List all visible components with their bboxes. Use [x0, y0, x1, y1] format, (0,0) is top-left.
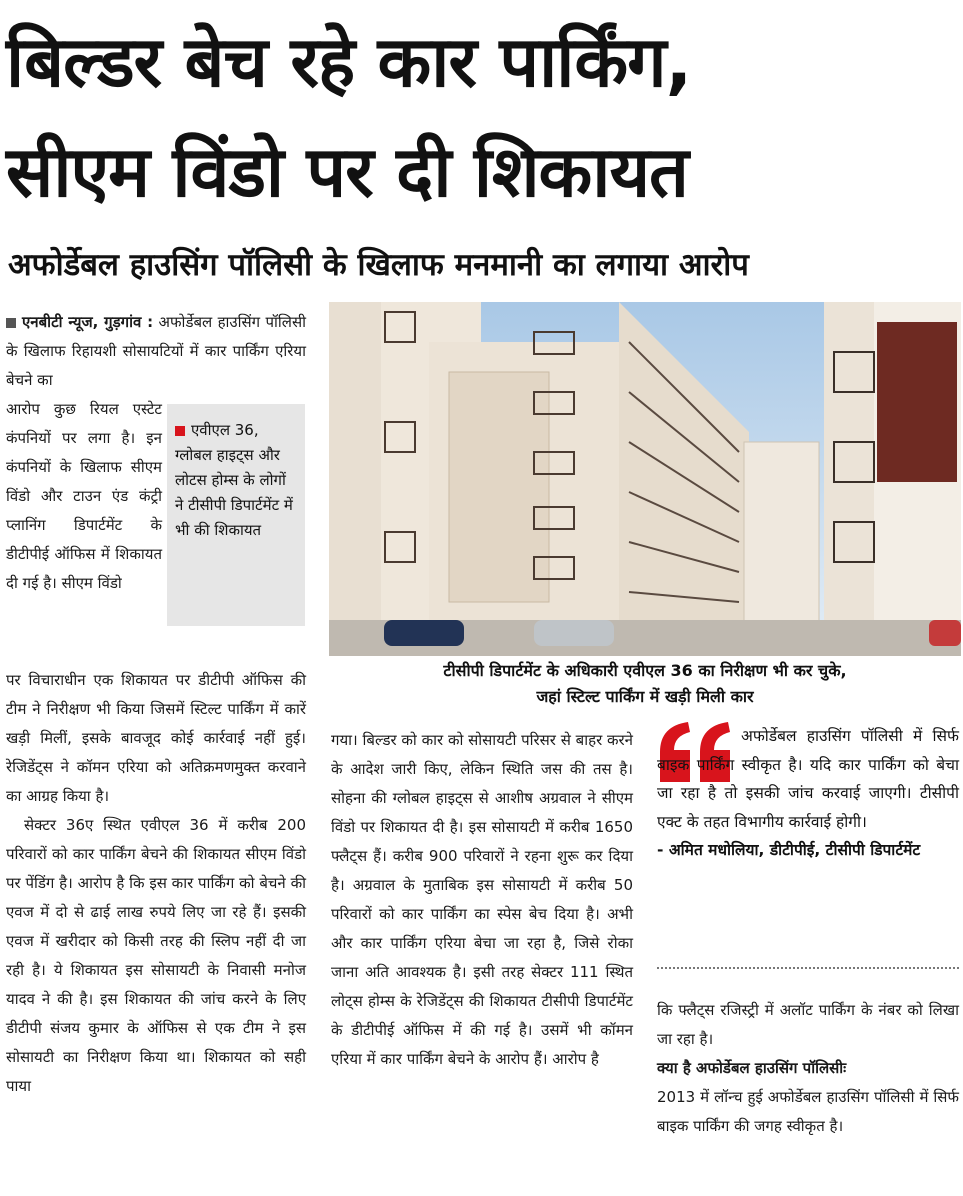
dateline: एनबीटी न्यूज, गुड़गांव :	[22, 313, 154, 331]
column3-body-text: 2013 में लॉन्च हुई अफोर्डेबल हाउसिंग पॉलिसी में सिर्फ बाइक पार्किंग की जगह स्वीकृत है।	[657, 1088, 959, 1135]
column1-narrow	[6, 395, 162, 598]
column3-subhead: क्या है अफोर्डेबल हाउसिंग पॉलिसीः	[657, 1059, 847, 1077]
photo-caption	[330, 658, 960, 710]
subheadline: अफोर्डेबल हाउसिंग पॉलिसी के खिलाफ मनमानी का लगाया आरोप	[8, 247, 749, 283]
building-photo	[329, 302, 961, 656]
column1-para2: सेक्टर 36ए स्थित एवीएल 36 में करीब 200 परिवारों को कार पार्किंग बेचने की शिकायत सीएम विंडो पर पेंडिंग है। आरोप है कि इस कार पार्किंग को बेचने की एवज में दो से ढाई लाख रुपये लिए जा रहे हैं। इसकी एवज में खरीदार को किसी तरह की स्लिप नहीं दी जा रही है। ये शिकायत इस सोसायटी के निवासी मनोज यादव ने की है। इस शिकायत की जांच करने के लिए डीटीपी संजय कुमार के ऑफिस से एक टीम ने इस सोसायटी का निरीक्षण किया था। शिकायत को सही पाया	[6, 816, 306, 1095]
photo-caption-line-1: टीसीपी डिपार्टमेंट के अधिकारी एवीएल 36 का निरीक्षण भी कर चुके,	[443, 661, 847, 680]
bullet-icon	[6, 318, 16, 328]
building-photo-illustration	[329, 302, 961, 656]
photo-caption-line-2: जहां स्टिल्ट पार्किंग में खड़ी मिली कार	[536, 687, 754, 706]
column1-para1: पर विचाराधीन एक शिकायत पर डीटीपी ऑफिस की टीम ने निरीक्षण भी किया जिसमें स्टिल्ट पार्किंग में कारें खड़ी मिलीं, इसके बावजूद कोई कार्रवाई नहीं हुई। रेजिडेंट्स ने कॉमन एरिया को अतिक्रमणमुक्त करवाने का आग्रह किया है।	[6, 671, 306, 805]
dotted-divider	[657, 967, 959, 969]
quote-attribution: - अमित मधोलिया, डीटीपीई, टीसीपी डिपार्टमेंट	[657, 841, 921, 859]
column3-body	[657, 996, 959, 1141]
headline-line-1: बिल्डर बेच रहे कार पार्किंग,	[6, 21, 692, 103]
quote-text: अफोर्डेबल हाउसिंग पॉलिसी में सिर्फ बाइक पार्किंग स्वीकृत है। यदि कार पार्किंग को बेचा जा रहा है तो इसकी जांच करवाई जाएगी। टीसीपी एक्ट के तहत विभागीय कार्रवाई होगी।	[657, 727, 959, 831]
highlight-box	[167, 404, 305, 626]
pull-quote	[657, 722, 959, 865]
headline-line-2: सीएम विंडो पर दी शिकायत	[6, 131, 688, 213]
intro-text: अफोर्डेबल हाउसिंग पॉलिसी के खिलाफ रिहायशी सोसायटियों में कार पार्किंग एरिया बेचने का	[6, 313, 306, 389]
intro-narrow-text: आरोप कुछ रियल एस्टेट कंपनियों पर लगा है। इन कंपनियों के खिलाफ सीएम विंडो और टाउन एंड कंट्री प्लानिंग डिपार्टमेंट के डीटीपीई ऑफिस में शिकायत दी गई है। सीएम विंडो	[6, 400, 162, 592]
red-bullet-icon	[175, 426, 185, 436]
column3-text: कि फ्लैट्स रजिस्ट्री में अलॉट पार्किंग के नंबर को लिखा जा रहा है।	[657, 1001, 959, 1048]
column2-text: गया। बिल्डर को कार को सोसायटी परिसर से बाहर करने के आदेश जारी किए, लेकिन स्थिति जस की तस है। सोहना की ग्लोबल हाइट्स से आशीष अग्रवाल ने सीएम विंडो पर शिकायत दी है। इस सोसायटी में करीब 1650 फ्लैट्स हैं। करीब 900 परिवारों ने रहना शुरू कर दिया है। अग्रवाल के मुताबिक इस सोसायटी में करीब 50 परिवारों को कार पार्किंग का स्पेस बेच दिया है। अभी और कार पार्किंग एरिया बेचा जा रहा है, जिसे रोका जाना अति आवश्यक है। इसी तरह सेक्टर 111 स्थित लोट्स होम्स के रेजिडेंट्स की शिकायत टीसीपी डिपार्टमेंट के डीटीपीई ऑफिस में की गई है। उसमें भी कॉमन एरिया में कार पार्किंग बेचने के आरोप हैं। आरोप है	[331, 731, 633, 1068]
column2-body	[331, 726, 633, 1074]
column1-intro	[6, 308, 306, 395]
column1-body	[6, 666, 306, 1101]
highlight-text: एवीएल 36, ग्लोबल हाइट्स और लोटस होम्स के लोगों ने टीसीपी डिपार्टमेंट में भी की शिकायत	[175, 421, 293, 539]
